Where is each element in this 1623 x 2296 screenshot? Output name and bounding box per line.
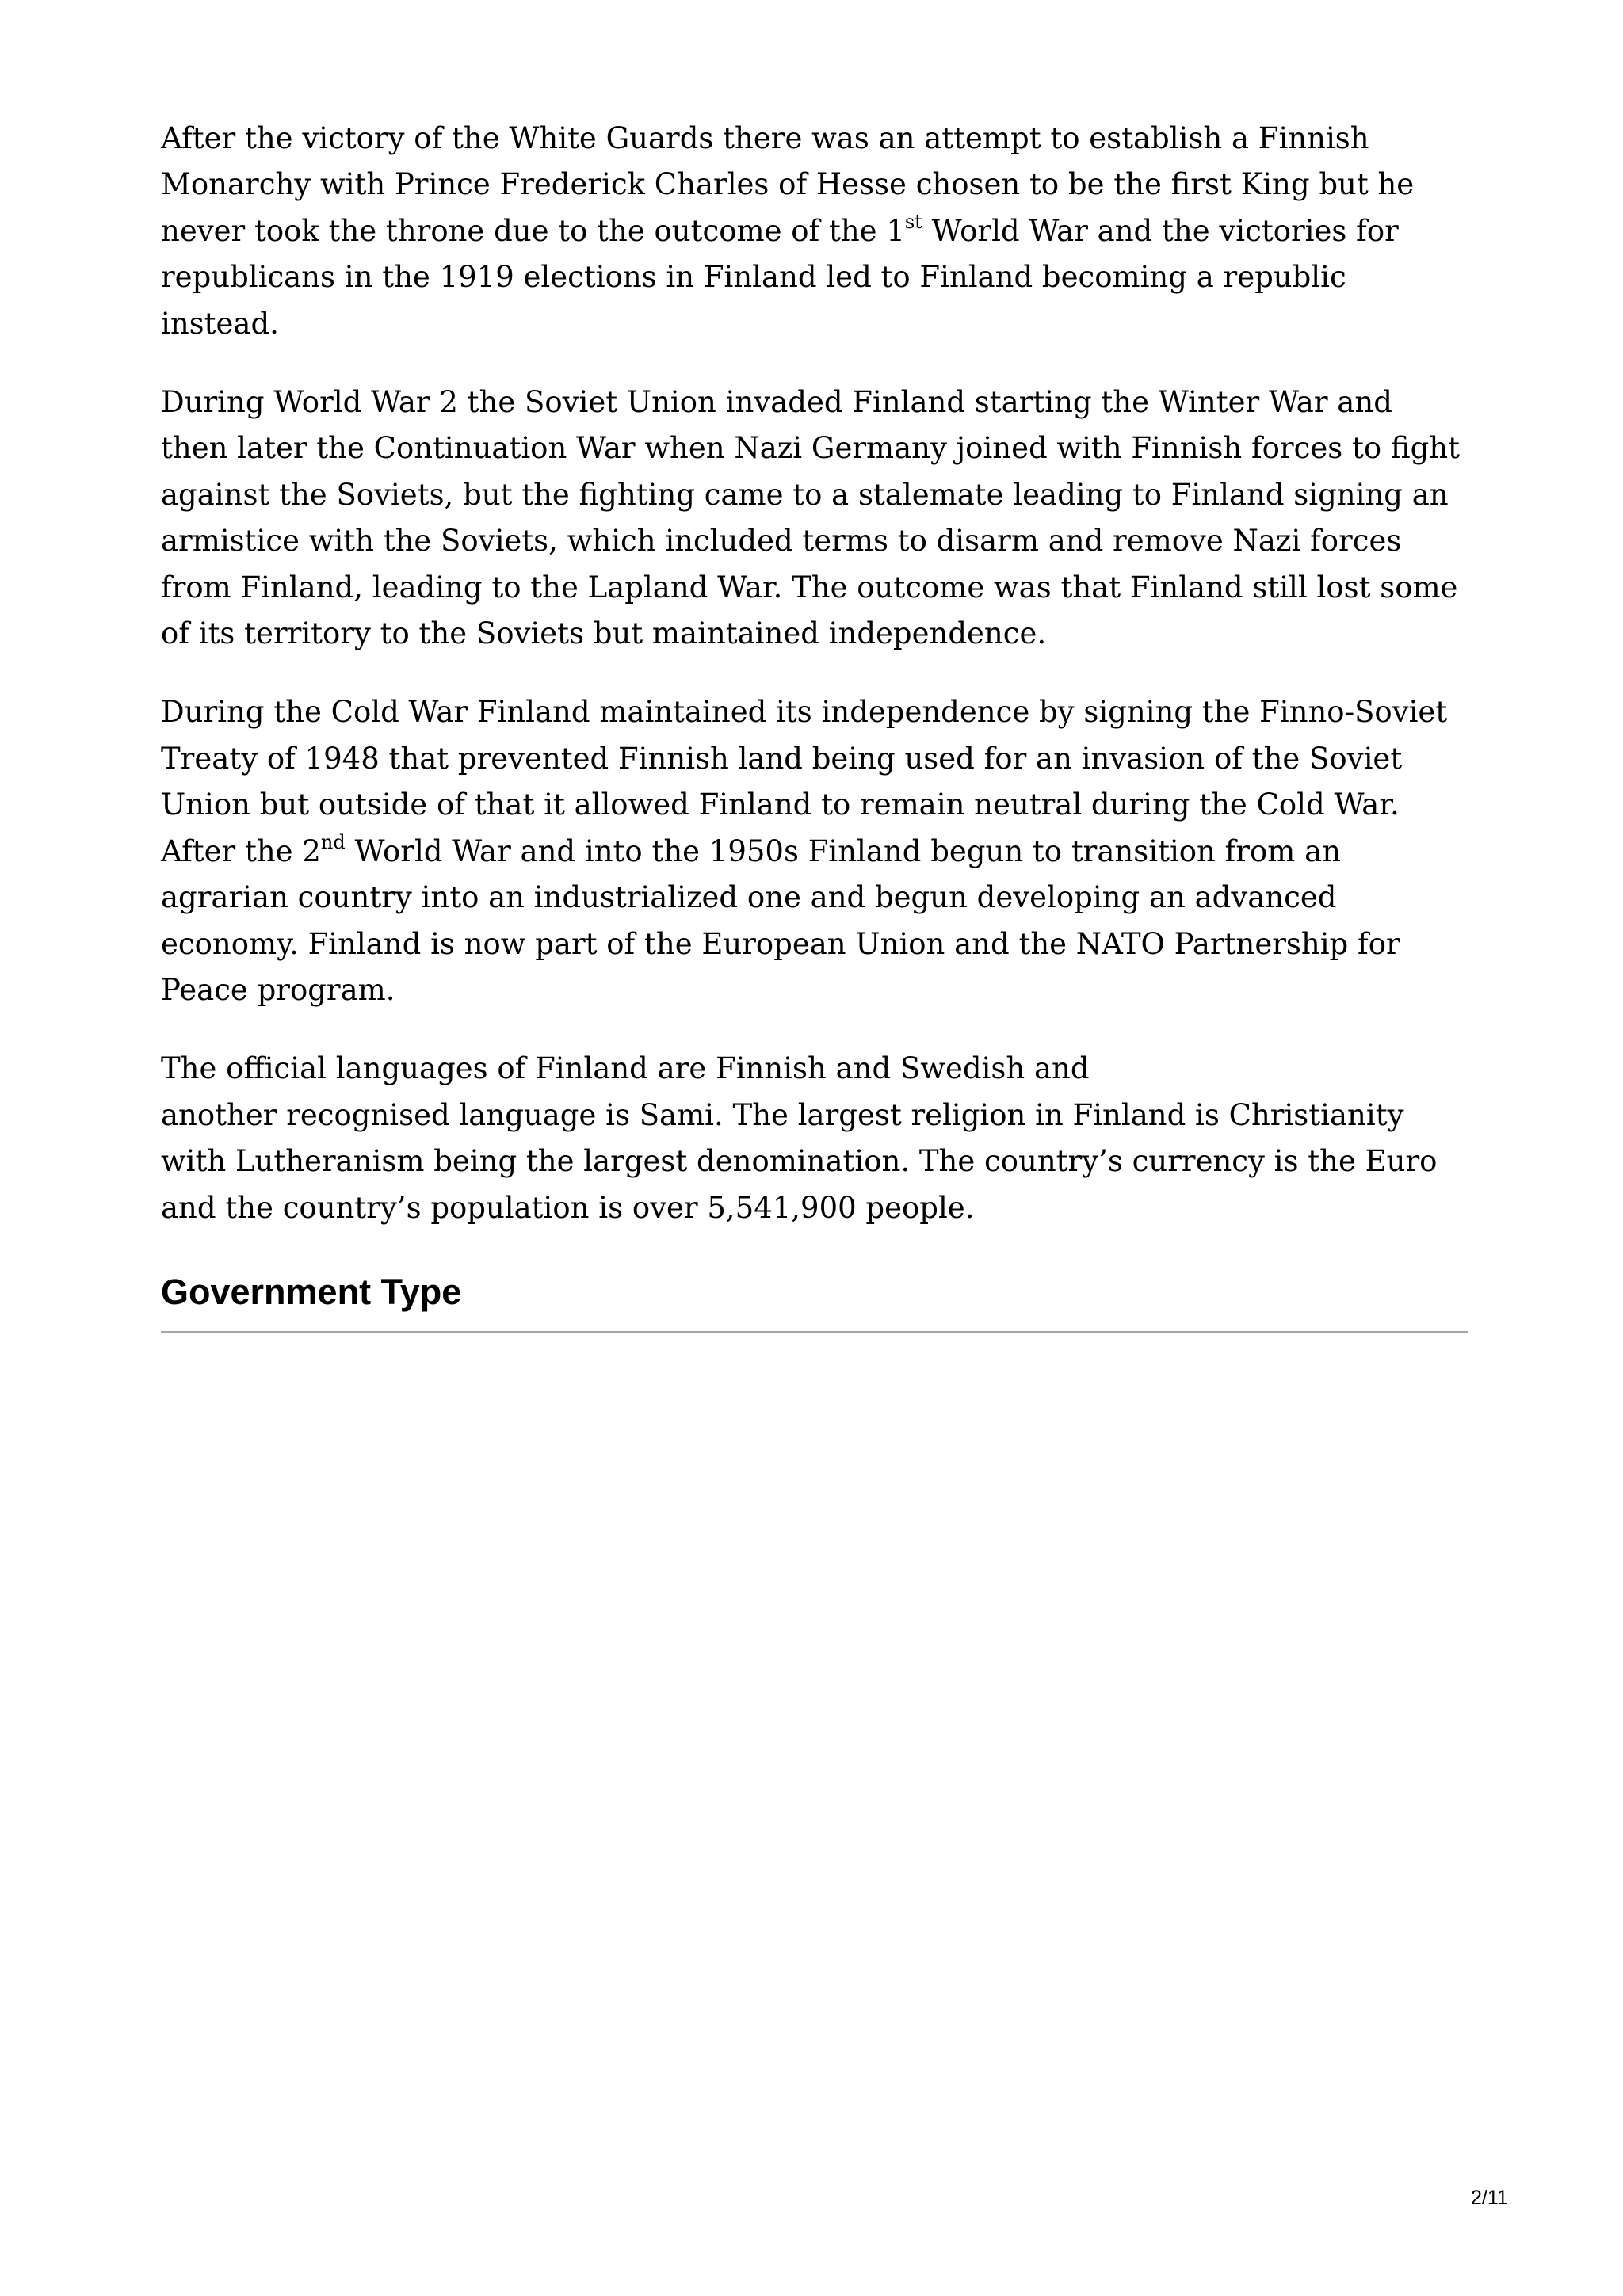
paragraph-cold-war [161, 689, 1468, 1013]
paragraph-text: The official languages of Finland are Finnish and Swedish and [161, 1051, 1090, 1086]
paragraph-text: World War and the victories for republicans in the 1919 elections in Finland led to Finland becoming a republic instead. [161, 213, 1399, 341]
paragraph-text: During the Cold War Finland maintained its independence by signing the Finno-Soviet Treaty of 1948 that prevented Finnish land being used for an invasion of the Soviet Union but outside of that it allowed Finland to remain neutral during the Cold War. After the 2 [161, 695, 1448, 868]
section-heading-government-type: Government Type [161, 1272, 462, 1312]
paragraph-text: World War and into the 1950s Finland begun to transition from an agrarian country into an industrialized one and begun developing an advanced economy. Finland is now part of the European Union and the NATO Partnership for Peace program. [161, 833, 1400, 1007]
paragraph-text: After the victory of the White Guards there was an attempt to establish a Finnish Monarchy with Prince Frederick Charles of Hesse chosen to be the first King but he never took the throne due to the outcome of the 1 [161, 121, 1415, 248]
ordinal-suffix: nd [320, 831, 346, 854]
paragraph-world-war-2: During World War 2 the Soviet Union invaded Finland starting the Winter War and then later the Continuation War when Nazi Germany joined with Finnish forces to fight against the Soviets, but the fighting came to a stalemate leading to Finland signing an armistice with the Soviets, which included terms to disarm and remove Nazi forces from Finland, leading to the Lapland War. The outcome was that Finland still lost some of its territory to the Soviets but maintained independence. [161, 385, 1460, 651]
paragraph-monarchy [161, 116, 1468, 347]
page-number: 2/11 [1471, 2187, 1508, 2209]
article-body [161, 116, 1468, 1231]
ordinal-suffix: st [904, 211, 922, 234]
section-divider [161, 1331, 1468, 1333]
paragraph-languages [161, 1046, 1468, 1231]
paragraph-text: another recognised language is Sami. The largest religion in Finland is Christianity with Lutheranism being the largest denomination. The country’s currency is the Euro and the country’s population is over 5,541,900 people. [161, 1097, 1438, 1225]
